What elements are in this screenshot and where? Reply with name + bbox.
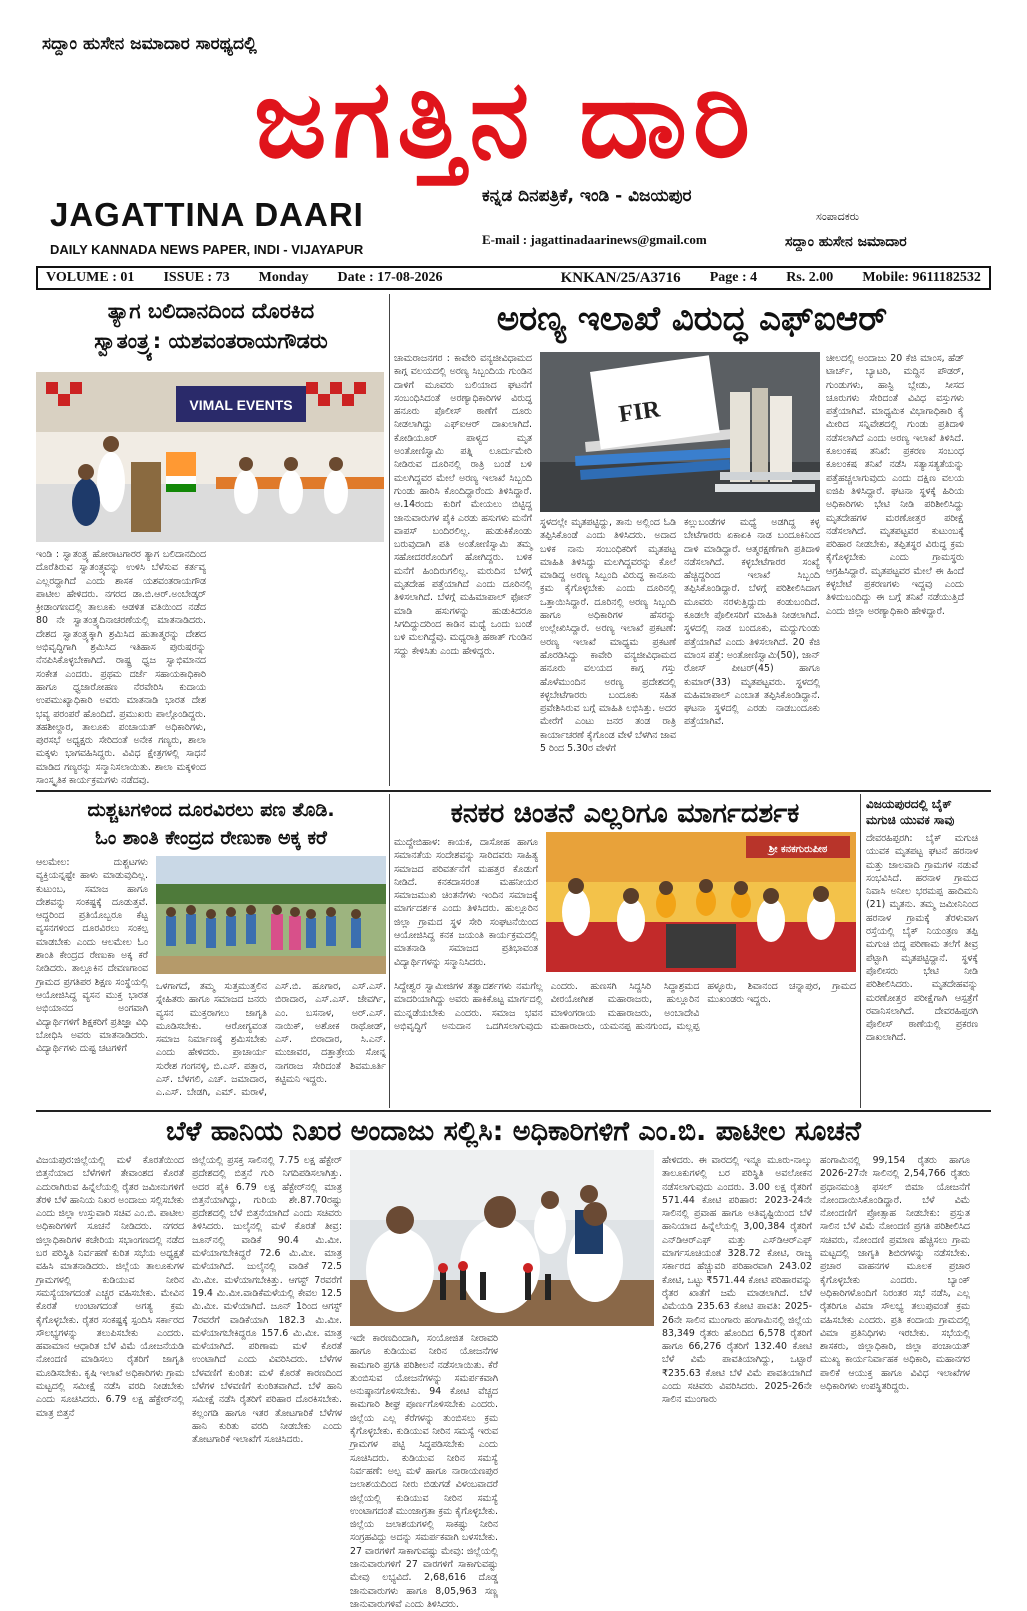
story2-headline: ಅರಣ್ಯ ಇಲಾಖೆ ವಿರುದ್ಧ ಎಫ್‌ಐಆರ್ xyxy=(496,299,888,339)
story6-body-col3a: ಇದೇ ಕಾರಣದಿಂದಾಗಿ, ಸಂಯೋಜಿತ ನೀರಾವರಿ ಹಾಗೂ ಕುಡಿಯುವ ನೀರಿನ ಯೋಜನೆಗಳ ಕಾಮಗಾರಿ ಪ್ರಗತಿ ಪರಿಶೀಲನೆ ನಡೆಸಲಾಯಿತು. ಕೆರೆ ತುಂಬಿಸುವ ಯೋಜನೆಗಳನ್ನು ಸಮರ್ಪಕವಾಗಿ ಅನುಷ್ಠಾನಗೊಳಿಸಬೇಕು. 94 ಕೋಟಿ ವೆಚ್ಚದ ಕಾಮಗಾರಿ ಶೀಘ್ರ ಪೂರ್ಣಗೊಳಿಸಬೇಕು ಎಂದರು. ಜಿಲ್ಲೆಯ ಎಲ್ಲ ಕೆರೆಗಳನ್ನು ತುಂಬಿಸಲು ಕ್ರಮ ಕೈಗೊಳ್ಳಬೇಕು. ಕುಡಿಯುವ ನೀರಿನ ಸಮಸ್ಯೆ ಇರುವ ಗ್ರಾಮಗಳ ಪಟ್ಟಿ ಸಿದ್ಧಪಡಿಸಬೇಕು ಎಂದು ಸೂಚಿಸಿದರು. ಕುಡಿಯುವ ನೀರಿನ ಸಮಸ್ಯೆ ನಿರ್ವಹಣೆ: ಅಲ್ಪ ಮಳೆ ಹಾಗೂ ನಾರಾಯಣಪುರ ಜಲಾಶಯದಿಂದ ನೀರು ಬಿಡುಗಡೆ ವಿಳಂಬವಾದರೆ ಜಿಲ್ಲೆಯಲ್ಲಿ ಕುಡಿಯುವ ನೀರಿನ ಸಮಸ್ಯೆ ಉಂಟಾಗದಂತೆ ಮುಂಜಾಗ್ರತಾ ಕ್ರಮ ಕೈಗೊಳ್ಳಬೇಕು. ಜಿಲ್ಲೆಯ ಜಲಾಶಯಗಳಲ್ಲಿ ಸಾಕಷ್ಟು ನೀರಿನ ಸಂಗ್ರಹವಿದ್ದು ಅದನ್ನು ಸಮರ್ಪಕವಾಗಿ ಬಳಸಬೇಕು. 27 ವಾರಗಳಿಗೆ ಸಾಕಾಗುವಷ್ಟು ಮೇವು: ಜಿಲ್ಲೆಯಲ್ಲಿ ಜಾನುವಾರುಗಳಿಗೆ 27 ವಾರಗಳಿಗೆ ಸಾಕಾಗುವಷ್ಟು ಮೇವು ಲಭ್ಯವಿದೆ. 2,68,616 ದೊಡ್ಡ ಜಾನುವಾರುಗಳು ಹಾಗೂ 8,05,963 ಸಣ್ಣ ಜಾನುವಾರುಗಳಿವೆ ಎಂದು ತಿಳಿಸಿದರು. xyxy=(350,1333,498,1610)
issue: ISSUE : 73 xyxy=(163,270,230,285)
students-assembly-illustration xyxy=(156,856,386,974)
page-number: Page : 4 xyxy=(709,270,758,285)
story4-body-col1: ಮುದ್ದೇಬಿಹಾಳ: ಕಾಯಕ, ದಾಸೋಹ ಹಾಗೂ ಸಮಾನತೆಯ ಸಂದೇಶವನ್ನು ಸಾರಿದವರು ಸಾಹಿತ್ಯ ಸಮಾಜದ ಪರಿವರ್ತನೆಗೆ ಮಹತ್ತರ ಕೊಡುಗೆ ನೀಡಿದೆ. ಕನಕದಾಸರಂತ ಮಹನೀಯರ ಸಮಾಜಮುಖಿ ಚಿಂತನೆಗಳು ಇಂದಿನ ಸಮಾಜಕ್ಕೆ ಮಾರ್ಗದರ್ಶಕ ಎಂದು ತಿಳಿಸಿದರು. ಹುಲ್ಲೂರಿನ ಜಿಲ್ಲಾ ಗ್ರಾಮದ ಸ್ಥಳ ಸೇರಿ ಸಂಘಟನೆಯಿಂದ ಆಯೋಜಿಸಿದ್ದ ಕನಕ ಜಯಂತಿ ಕಾರ್ಯಕ್ರಮದಲ್ಲಿ ಮಾತನಾಡಿ ಸಮಾಜದ ಪ್ರತಿಭಾವಂತ ವಿದ್ಯಾರ್ಥಿಗಳನ್ನು ಸನ್ಮಾನಿಸಿದರು. xyxy=(394,837,538,968)
story6-photo-meeting xyxy=(350,1150,654,1326)
story4-body-col2: ಸಿದ್ದೇಶ್ವರ ಸ್ವಾಮೀಜಿಗಳ ತತ್ವಾದರ್ಶಗಳು ನಮಗೆಲ್ಲ ಮಾದರಿಯಾಗಿದ್ದು ಅವರು ಹಾಕಿಕೊಟ್ಟ ಮಾರ್ಗದಲ್ಲಿ ಮುನ್ನಡೆಯಬೇಕು ಎಂದರು. ಸಮಾಜ ಭವನ ಅಭಿವೃದ್ಧಿಗೆ ಅನುದಾನ ಒದಗಿಸಲಾಗುವುದು ಎಂದರು. ಹುಣಸಗಿ ಸಿದ್ದಸಿರಿ ಸಿದ್ಧಾಶ್ರಮದ ವೀರಯೋಗೀಶ ಮಹಾರಾಜರು, ಹುಲ್ಲೂರಿನ ಮಾಳಿಂಗರಾಯ ಮಹಾರಾಜರು, ಅಂಬಾದೇವಿ ಮಹಾರಾಜರು, ಯಮನಪ್ಪ ಹುನಗುಂದ, ಮಲ್ಲಪ್ಪ ಹಳ್ಳೂರು, ಶಿವಾನಂದ ಚನ್ನಾಪುರ, ಗ್ರಾಮದ ಮುಖಂಡರು ಇದ್ದರು. xyxy=(394,981,856,1032)
story1-body-col1: ಇಂಡಿ : ಸ್ವಾತಂತ್ರ್ಯ ಹೋರಾಟಗಾರರ ತ್ಯಾಗ ಬಲಿದಾನದಿಂದ ದೊರೆತಿರುವ ಸ್ವಾತಂತ್ರ್ಯವನ್ನು ಉಳಿಸಿ ಬೆಳೆಸುವ ಕರ್ತವ್ಯ ಎಲ್ಲರದ್ದಾಗಿದೆ ಎಂದು ಶಾಸಕ ಯಶವಂತರಾಯಗೌಡ ಪಾಟೀಲ ಹೇಳಿದರು. ನಗರದ ಡಾ.ಬಿ.ಆರ್.ಅಂಬೇಡ್ಕರ್ ಕ್ರೀಡಾಂಗಣದಲ್ಲಿ ತಾಲೂಕು ಆಡಳಿತ ವತಿಯಿಂದ ನಡೆದ 80 ನೇ ಸ್ವಾತಂತ್ರ್ಯದಿನಾಚರಣೆಯಲ್ಲಿ ಮಾತನಾಡಿದರು. ದೇಶದ ಸ್ವಾತಂತ್ರ್ಯಕ್ಕಾಗಿ ಶ್ರಮಿಸಿದ ಹುತಾತ್ಮರನ್ನು ದೇಶದ ಅಭಿವೃದ್ಧಿಗಾಗಿ ಶ್ರಮಿಸಿದ ಇತಿಹಾಸ ಪುರುಷರನ್ನು ನೆನಪಿಸಿಕೊಳ್ಳಬೇಕಾಗಿದೆ. ರಾಷ್ಟ್ರ ಧ್ವಜ ಸ್ವಾಭಿಮಾನದ ಸಂಕೇತ ಎಂದರು. ಪ್ರಥಮ ದರ್ಜೆ ಸಹಾಯಕಾಧಿಕಾರಿ ಹಾಗೂ ಧ್ವಜಾರೋಹಣ ನೆರವೇರಿಸಿ ಕುದಾಯ ಉಪಮುಖ್ಯಾಧಿಕಾರಿ ಅವರು ಮಾತನಾಡಿ ಭಾರತ ದೇಶ ಭವ್ಯ ಪರಂಪರೆ ಹೊಂದಿದೆ. ಪ್ರಮುಖರು ಪಾಲ್ಗೊಂಡಿದ್ದರು. ತಹಶೀಲ್ದಾರ, ತಾಲೂಕು ಪಂಚಾಯತ್ ಅಧಿಕಾರಿಗಳು, ಪುರಸಭೆ ಅಧ್ಯಕ್ಷರು ಸೇರಿದಂತೆ ಅನೇಕ ಗಣ್ಯರು, ಶಾಲಾ ಮಕ್ಕಳು ಭಾಗವಹಿಸಿದ್ದರು. ವಿವಿಧ ಕ್ಷೇತ್ರಗಳಲ್ಲಿ ಸಾಧನೆ ಮಾಡಿದ ಗಣ್ಯರನ್ನು ಸನ್ಮಾನಿಸಲಾಯಿತು. ಶಾಲಾ ಮಕ್ಕಳಿಂದ ಸಾಂಸ್ಕೃತಿಕ ಕಾರ್ಯಕ್ರಮಗಳು ನಡೆದವು. xyxy=(36,549,206,787)
day: Monday xyxy=(258,270,309,285)
story6-body-col2: ಜಿಲ್ಲೆಯಲ್ಲಿ ಪ್ರಸಕ್ತ ಸಾಲಿನಲ್ಲಿ 7.75 ಲಕ್ಷ ಹೆಕ್ಟೇರ್ ಪ್ರದೇಶದಲ್ಲಿ ಬಿತ್ತನೆ ಗುರಿ ನಿಗದಿಪಡಿಸಲಾಗಿತ್ತು. ಅದರ ಪೈಕಿ 6.79 ಲಕ್ಷ ಹೆಕ್ಟೇರ್‌ನಲ್ಲಿ ಮಾತ್ರ ಬಿತ್ತನೆಯಾಗಿದ್ದು, ಗುರಿಯ ಶೇ.87.70ರಷ್ಟು ಪ್ರದೇಶದಲ್ಲಿ ಬೆಳೆ ಬಿತ್ತನೆಯಾಗಿದೆ ಎಂದು ಸಚಿವರು ತಿಳಿಸಿದರು. ಜುಲೈನಲ್ಲಿ ಮಳೆ ಕೊರತೆ ತೀವ್ರ: ಜೂನ್‌ನಲ್ಲಿ ವಾಡಿಕೆ 90.4 ಮಿ.ಮೀ. ಮಳೆಯಾಗಬೇಕಿದ್ದರೆ 72.6 ಮಿ.ಮೀ. ಮಾತ್ರ ಮಳೆಯಾಗಿದೆ. ಜುಲೈನಲ್ಲಿ ವಾಡಿಕೆ 72.5 ಮಿ.ಮೀ. ಮಳೆಯಾಗಬೇಕಿತ್ತು. ಆಗಸ್ಟ್ 7ರವರೆಗೆ 19.4 ಮಿ.ಮೀ.ವಾಡಿಕೆಮಳೆಯಲ್ಲಿ ಕೇವಲ 12.5 ಮಿ.ಮೀ. ಮಳೆಯಾಗಿದೆ. ಜೂನ್ 1ರಿಂದ ಆಗಸ್ಟ್ 7ರವರೆಗೆ ವಾಡಿಕೆಯಾಗಿ 182.3 ಮಿ.ಮೀ. ಮಳೆಯಾಗಬೇಕಿದ್ದರೂ 157.6 ಮಿ.ಮೀ. ಮಾತ್ರ ಮಳೆಯಾಗಿದೆ. ಪರಿಣಾಮ ಮಳೆ ಕೊರತೆ ಉಂಟಾಗಿದೆ ಎಂದು ವಿವರಿಸಿದರು. ಬೆಳೆಗಳ ಬೆಳವಣಿಗೆ ಕುಂಠಿತ: ಮಳೆ ಕೊರತೆ ಕಾರಣದಿಂದ ಬೆಳೆಗಳ ಬೆಳವಣಿಗೆ ಕುಂಠಿತವಾಗಿದೆ. ಬೆಳೆ ಹಾನಿ ಸಮೀಕ್ಷೆ ನಡೆಸಿ ರೈತರಿಗೆ ಪರಿಹಾರ ದೊರಕಿಸಬೇಕು. ಕಲ್ಲಂಗಡಿ ಹಾಗೂ ಇತರ ತೋಟಗಾರಿಕೆ ಬೆಳೆಗಳ ಹಾನಿ ಕುರಿತು ವರದಿ ನೀಡಬೇಕು ಎಂದು ತೋಟಗಾರಿಕೆ ಇಲಾಖೆಗೆ ಸೂಚಿಸಿದರು. xyxy=(192,1155,342,1446)
masthead-subtitle-english: DAILY KANNADA NEWS PAPER, INDI - VIJAYAPUR xyxy=(50,242,364,257)
story4-photo-banner: ಶ್ರೀ ಕನಕಗುರುಪೀಠ xyxy=(768,844,828,855)
story3-body-col2: ಒಳಗಾಗದೆ, ತಮ್ಮ ಸುತ್ತಮುತ್ತಲಿನ ಸ್ನೇಹಿತರು ಹಾಗೂ ಸಮಾಜದ ಜನರು ವ್ಯಸನ ಮುಕ್ತರಾಗಲು ಜಾಗೃತಿ ಮೂಡಿಸಬೇಕು. ಆರೋಗ್ಯವಂತ ಸಮಾಜ ನಿರ್ಮಾಣಕ್ಕೆ ಶ್ರಮಿಸಬೇಕು ಎಂದು ಹೇಳಿದರು. ಪ್ರಾಚಾರ್ಯ ಸುರೇಶ ಗಂಗನಳ್ಳಿ, ಬಿ.ಎಸ್. ಪತ್ತಾರ, ಎಸ್. ಬೆಳಗಲಿ, ಎಚ್. ಜಮಾದಾರ, ಎ.ಎಸ್. ಬೇಡಗಿ, ಎಮ್. ಮರಾಳೆ, ಎಸ್.ಬಿ. ಹೂಗಾರ, ಎಸ್.ಎಸ್. ಬಿರಾದಾರ, ಎಸ್.ಎಸ್. ಜೇವರ್ಗಿ, ಎಂ. ಬಸನಾಳ, ಅರ್.ಎಸ್. ನಾಯಿಕ್, ಅಶೋಕ ರಾಥೋಡ್, ಎಸ್. ಬಿರಾದಾರ, ಸಿ.ಎನ್. ಮುಜಾವರ, ದತ್ತಾತ್ರೇಯ ಸೋನ್ನ ನಾಗರಾಜ ಸೇರಿದಂತೆ ಶಿವಮೂರ್ತಿ ಕಟ್ಟಿಮನಿ ಇದ್ದರು. xyxy=(156,981,386,1099)
column-rule xyxy=(389,794,390,1108)
story3-photo-students xyxy=(156,856,386,974)
masthead-tagline: ಸದ್ದಾಂ ಹುಸೇನ ಜಮಾದಾರ ಸಾರಥ್ಯದಲ್ಲಿ xyxy=(42,34,257,54)
story2-body-col4: ಚೀಲದಲ್ಲಿ ಅಂದಾಜು 20 ಕೆಜಿ ಮಾಂಸ, ಹೆಡ್ ಟಾರ್ಚ್, ಬ್ಯಾಟರಿ, ಮದ್ದಿನ ಪೌಡರ್, ಗುಂಡುಗಳು, ಹಾಸ್ಟಿ ಬ್ಲೇಡು, ಸೀಸದ ಚೂರುಗಳು ಸೇರಿದಂತೆ ವಿವಿಧ ವಸ್ತುಗಳು ಪತ್ತೆಯಾಗಿವೆ. ಮಾಧ್ಯಮಿಕ ವಿಭಾಗಾಧಿಕಾರಿ ಕೈ ಮೀರಿದ ಸನ್ನಿವೇಶದಲ್ಲಿ ಗುಂಡು ಪ್ರತಿದಾಳಿ ನಡೆಸಲಾಗಿದೆ ಎಂದು ಅರಣ್ಯ ಇಲಾಖೆ ತಿಳಿಸಿದೆ. ಕೂಲಂಕಷ ತನಿಖೆ: ಪ್ರಕರಣ ಸಂಬಂಧ ಕೂಲಂಕಷ ತನಿಖೆ ನಡೆಸಿ ಸತ್ಯಾಸತ್ಯತೆಯನ್ನು ಪತ್ತೆಹಚ್ಚಲಾಗುವುದು ಎಂದು ದಕ್ಷಿಣ ವಲಯ ಐಜಿಪಿ ತಿಳಿಸಿದ್ದಾರೆ. ಘಟನಾ ಸ್ಥಳಕ್ಕೆ ಹಿರಿಯ ಅಧಿಕಾರಿಗಳು ಭೇಟಿ ನೀಡಿ ಪರಿಶೀಲಿಸಿದ್ದು ಮೃತದೇಹಗಳ ಮರಣೋತ್ತರ ಪರೀಕ್ಷೆ ನಡೆಸಲಾಗಿದೆ. ಮೃತಪಟ್ಟವರ ಕುಟುಂಬಕ್ಕೆ ಪರಿಹಾರ ನೀಡಬೇಕು, ತಪ್ಪಿತಸ್ಥರ ವಿರುದ್ಧ ಕ್ರಮ ಕೈಗೊಳ್ಳಬೇಕು ಎಂದು ಗ್ರಾಮಸ್ಥರು ಆಗ್ರಹಿಸಿದ್ದಾರೆ. ಮೃತಪಟ್ಟವರ ಮೇಲೆ ಈ ಹಿಂದೆ ಕಳ್ಳಬೇಟೆ ಪ್ರಕರಣಗಳು ಇದ್ದವು ಎಂದು ತಿಳಿದುಬಂದಿದ್ದು ಈ ಬಗ್ಗೆ ತನಿಖೆ ನಡೆಯುತ್ತಿದೆ ಎಂದು ಜಿಲ್ಲಾ ಅರಣ್ಯಾಧಿಕಾರಿ ಹೇಳಿದ್ದಾರೆ. xyxy=(826,353,964,617)
stage-event-illustration xyxy=(36,372,384,542)
story5-headline: ವಿಜಯಪುರದಲ್ಲಿ ಬೈಕ್ ಮಗುಚಿ ಯುವಕ ಸಾವು xyxy=(866,797,955,827)
minister-meeting-illustration xyxy=(350,1150,654,1326)
story6-body-col1: ವಿಜಯಪುರ:ಜಿಲ್ಲೆಯಲ್ಲಿ ಮಳೆ ಕೊರತೆಯಿಂದ ಬಿತ್ತನೆಯಾದ ಬೆಳೆಗಳಿಗೆ ತೇವಾಂಶದ ಕೊರತೆ ಎದುರಾಗಿರುವ ಹಿನ್ನೆಲೆಯಲ್ಲಿ ರೈತರ ಜಮೀನುಗಳಿಗೆ ತೆರಳಿ ಬೆಳೆ ಹಾನಿಯ ನಿಖರ ಅಂದಾಜು ಸಲ್ಲಿಸಬೇಕು ಎಂದು ಜಿಲ್ಲಾ ಉಸ್ತುವಾರಿ ಸಚಿವ ಎಂ.ಬಿ. ಪಾಟೀಲ ಅಧಿಕಾರಿಗಳಿಗೆ ಸೂಚನೆ ನೀಡಿದರು. ನಗರದ ಜಿಲ್ಲಾಧಿಕಾರಿಗಳ ಕಚೇರಿಯ ಸಭಾಂಗಣದಲ್ಲಿ ನಡೆದ ಬರ ಪರಿಸ್ಥಿತಿ ನಿರ್ವಹಣೆ ಕುರಿತ ಸಭೆಯ ಅಧ್ಯಕ್ಷತೆ ವಹಿಸಿ ಮಾತನಾಡಿದರು. ಜಿಲ್ಲೆಯ ತಾಲೂಕುಗಳ ಗ್ರಾಮಗಳಲ್ಲಿ ಕುಡಿಯುವ ನೀರಿನ ಸಮಸ್ಯೆಯಾಗದಂತೆ ಎಚ್ಚರ ವಹಿಸಬೇಕು. ಮೇವಿನ ಕೊರತೆ ಉಂಟಾಗದಂತೆ ಅಗತ್ಯ ಕ್ರಮ ಕೈಗೊಳ್ಳಬೇಕು. ರೈತರ ಸಂಕಷ್ಟಕ್ಕೆ ಸ್ಪಂದಿಸಿ ಸರ್ಕಾರದ ಸೌಲಭ್ಯಗಳನ್ನು ತಲುಪಿಸಬೇಕು ಎಂದರು. ಹವಾಮಾನ ಆಧಾರಿತ ಬೆಳೆ ವಿಮೆ ಯೋಜನೆಯಡಿ ನೋಂದಣಿ ಮಾಡಿಸಲು ರೈತರಿಗೆ ಜಾಗೃತಿ ಮೂಡಿಸಬೇಕು. ಕೃಷಿ ಇಲಾಖೆ ಅಧಿಕಾರಿಗಳು ಗ್ರಾಮ ಮಟ್ಟದಲ್ಲಿ ಸಮೀಕ್ಷೆ ನಡೆಸಿ ವರದಿ ನೀಡಬೇಕು ಎಂದು ಸೂಚಿಸಿದರು. 6.79 ಲಕ್ಷ ಹೆಕ್ಟೇರ್‌ನಲ್ಲಿ ಮಾತ್ರ ಬಿತ್ತನೆ xyxy=(36,1155,184,1419)
story4-photo-event xyxy=(546,832,856,972)
fir-files-illustration xyxy=(540,352,820,512)
story3-body-col1: ಆಲಮೇಲ: ದುಶ್ಚಟಗಳು ವ್ಯಕ್ತಿಯನ್ನಷ್ಟೇ ಹಾಳು ಮಾಡುವುದಿಲ್ಲ. ಕುಟುಂಬ, ಸಮಾಜ ಹಾಗೂ ದೇಶವನ್ನು ಸಂಕಷ್ಟಕ್ಕೆ ದೂಡುತ್ತವೆ. ಆದ್ದರಿಂದ ಪ್ರತಿಯೊಬ್ಬರೂ ಕೆಟ್ಟ ವ್ಯಸನಗಳಿಂದ ದೂರವಿರಲು ಸಂಕಲ್ಪ ಮಾಡಬೇಕು ಎಂದು ಆಲಮೇಲ ಓಂ ಶಾಂತಿ ಕೇಂದ್ರದ ರೇಣುಕಾ ಅಕ್ಕ ಕರೆ ನೀಡಿದರು. ತಾಲ್ಲೂಕಿನ ದೇವಣಗಾಂವ ಗ್ರಾಮದ ಪ್ರಗತಿಪರ ಶಿಕ್ಷಣ ಸಂಸ್ಥೆಯಲ್ಲಿ ಆಯೋಜಿಸಿದ್ದ ವ್ಯಸನ ಮುಕ್ತ ಭಾರತ ಅಭಿಯಾನದ ಅಂಗವಾಗಿ ವಿದ್ಯಾರ್ಥಿಗಳಿಗೆ ಶಿಕ್ಷಕರಿಗೆ ಪ್ರತಿಜ್ಞಾ ವಿಧಿ ಬೋಧಿಸಿ ಅವರು ಮಾತನಾಡಿದರು. ವಿದ್ಯಾರ್ಥಿಗಳು ದುಷ್ಟ ಚಟಗಳಿಗೆ xyxy=(36,857,148,1055)
date: Date : 17-08-2026 xyxy=(337,270,443,285)
registration-number: KNKAN/25/A3716 xyxy=(560,269,681,286)
story6-body-col4: ಹೇಳಿದರು. ಈ ವಾರದಲ್ಲಿ ಇನ್ನೂ ಮೂರು-ನಾಲ್ಕು ತಾಲೂಕುಗಳಲ್ಲಿ ಬರ ಪರಿಸ್ಥಿತಿ ಅವಲೋಕನ ನಡೆಸಲಾಗುವುದು ಎಂದರು. 3.00 ಲಕ್ಷ ರೈತರಿಗೆ 571.44 ಕೋಟಿ ಪರಿಹಾರ: 2023-24ನೇ ಸಾಲಿನಲ್ಲಿ ಪ್ರವಾಹ ಹಾಗೂ ಅತಿವೃಷ್ಟಿಯಿಂದ ಬೆಳೆ ಹಾನಿಯಾದ ಹಿನ್ನೆಲೆಯಲ್ಲಿ 3,00,384 ರೈತರಿಗೆ ಎನ್‌ಡಿಆರ್‌ಎಫ್ ಮತ್ತು ಎಸ್‌ಡಿಆರ್‌ಎಫ್ ಮಾರ್ಗಸೂಚಿಯಂತೆ 328.72 ಕೋಟಿ, ರಾಜ್ಯ ಸರ್ಕಾರದ ಹೆಚ್ಚುವರಿ ಪರಿಹಾರವಾಗಿ 243.02 ಕೋಟಿ, ಒಟ್ಟು ₹571.44 ಕೋಟಿ ಪರಿಹಾರವನ್ನು ರೈತರ ಖಾತೆಗೆ ಜಮೆ ಮಾಡಲಾಗಿದೆ. ಬೆಳೆ ವಿಮೆಯಡಿ 235.63 ಕೋಟಿ ಪಾವತಿ: 2025-26ನೇ ಸಾಲಿನ ಮುಂಗಾರು ಹಂಗಾಮಿನಲ್ಲಿ ಜಿಲ್ಲೆಯ 83,349 ರೈತರು ಹೊಂದಿದ 6,578 ರೈತರಿಗೆ ಹಾಗೂ 66,276 ರೈತರಿಗೆ 132.40 ಕೋಟಿ ಬೆಳೆ ವಿಮೆ ಪಾವತಿಯಾಗಿದ್ದು, ಒಟ್ಟಾರೆ ₹235.63 ಕೋಟಿ ಬೆಳೆ ವಿಮೆ ಪಾವತಿಯಾಗಿದೆ ಎಂದು ಸಚಿವರು ವಿವರಿಸಿದರು. 2025-26ನೇ ಸಾಲಿನ ಮುಂಗಾರು xyxy=(662,1155,812,1406)
story6-headline: ಬೆಳೆ ಹಾನಿಯ ನಿಖರ ಅಂದಾಜು ಸಲ್ಲಿಸಿ: ಅಧಿಕಾರಿಗಳಿಗೆ ಎಂ.ಬಿ. ಪಾಟೀಲ ಸೂಚನೆ xyxy=(166,1116,861,1147)
price: Rs. 2.00 xyxy=(786,270,834,285)
masthead-title-kannada: ಜಗತ್ತಿನ ದಾರಿ xyxy=(254,57,756,182)
story3-headline-line2: ಓಂ ಶಾಂತಿ ಕೇಂದ್ರದ ರೇಣುಕಾ ಅಕ್ಕ ಕರೆ xyxy=(95,827,327,849)
volume: VOLUME : 01 xyxy=(46,270,135,285)
column-rule xyxy=(389,294,390,786)
section-rule xyxy=(36,1110,991,1112)
masthead-email: E-mail : jagattinadaarinews@gmail.com xyxy=(482,232,707,247)
story5-body: ದೇವರಹಿಪ್ಪರಗಿ: ಬೈಕ್ ಮಗುಚಿ ಯುವಕ ಮೃತಪಟ್ಟ ಘಟನೆ ಹರನಾಳ ಮತ್ತು ಜಾಲವಾದಿ ಗ್ರಾಮಗಳ ನಡುವೆ ಸಂಭವಿಸಿದೆ. ಹರನಾಳ ಗ್ರಾಮದ ನಿವಾಸಿ ಅನೀಲ ಭರಮಪ್ಪ ಹಾದಿಮನಿ (21) ಮೃತನು. ತಮ್ಮ ಜಮೀನಿನಿಂದ ಹರನಾಳ ಗ್ರಾಮಕ್ಕೆ ತೆರಳುವಾಗ ರಸ್ತೆಯಲ್ಲಿ ಬೈಕ್ ನಿಯಂತ್ರಣ ತಪ್ಪಿ ಮಗುಚಿ ಬಿದ್ದ ಪರಿಣಾಮ ತಲೆಗೆ ತೀವ್ರ ಪೆಟ್ಟಾಗಿ ಮೃತಪಟ್ಟಿದ್ದಾನೆ. ಸ್ಥಳಕ್ಕೆ ಪೊಲೀಸರು ಭೇಟಿ ನೀಡಿ ಪರಿಶೀಲಿಸಿದರು. ಮೃತದೇಹವನ್ನು ಮರಣೋತ್ತರ ಪರೀಕ್ಷೆಗಾಗಿ ಆಸ್ಪತ್ರೆಗೆ ರವಾನಿಸಲಾಗಿದೆ. ದೇವರಹಿಪ್ಪರಗಿ ಪೊಲೀಸ್ ಠಾಣೆಯಲ್ಲಿ ಪ್ರಕರಣ ದಾಖಲಾಗಿದೆ. xyxy=(866,833,978,1044)
column-rule xyxy=(860,794,861,1108)
story1-body-col2 xyxy=(214,548,384,784)
story6-body-col5: ಹಂಗಾಮಿನಲ್ಲಿ 99,154 ರೈತರು ಹಾಗೂ 2026-27ನೇ ಸಾಲಿನಲ್ಲಿ 2,54,766 ರೈತರು ಪ್ರಧಾನಮಂತ್ರಿ ಫಸಲ್ ಬಿಮಾ ಯೋಜನೆಗೆ ನೋಂದಾಯಿಸಿಕೊಂಡಿದ್ದಾರೆ. ಬೆಳೆ ವಿಮೆ ನೋಂದಣಿಗೆ ಪ್ರೋತ್ಸಾಹ ನೀಡಬೇಕು: ಪ್ರಸ್ತುತ ಸಾಲಿನ ಬೆಳೆ ವಿಮೆ ನೋಂದಣಿ ಪ್ರಗತಿ ಪರಿಶೀಲಿಸಿದ ಸಚಿವರು, ನೋಂದಣಿ ಪ್ರಮಾಣ ಹೆಚ್ಚಿಸಲು ಗ್ರಾಮ ಮಟ್ಟದಲ್ಲಿ ಜಾಗೃತಿ ಶಿಬಿರಗಳನ್ನು ನಡೆಸಬೇಕು. ಪ್ರಚಾರ ವಾಹನಗಳ ಮೂಲಕ ಪ್ರಚಾರ ಕೈಗೊಳ್ಳಬೇಕು ಎಂದರು. ಬ್ಯಾಂಕ್ ಅಧಿಕಾರಿಗಳೊಂದಿಗೆ ನಿರಂತರ ಸಭೆ ನಡೆಸಿ, ಎಲ್ಲ ರೈತರಿಗೂ ವಿಮಾ ಸೌಲಭ್ಯ ತಲುಪುವಂತೆ ಕ್ರಮ ವಹಿಸಬೇಕು ಎಂದರು. ಪ್ರತಿ ಕಂದಾಯ ಗ್ರಾಮದಲ್ಲಿ ವಿಮಾ ಪ್ರತಿನಿಧಿಗಳು ಇರಬೇಕು. ಸಭೆಯಲ್ಲಿ ಶಾಸಕರು, ಜಿಲ್ಲಾಧಿಕಾರಿ, ಜಿಲ್ಲಾ ಪಂಚಾಯತ್ ಮುಖ್ಯ ಕಾರ್ಯನಿರ್ವಾಹಕ ಅಧಿಕಾರಿ, ಮಹಾನಗರ ಪಾಲಿಕೆ ಆಯುಕ್ತ ಹಾಗೂ ವಿವಿಧ ಇಲಾಖೆಗಳ ಅಧಿಕಾರಿಗಳು ಉಪಸ್ಥಿತರಿದ್ದರು. xyxy=(820,1155,970,1393)
story2-photo-fir-files xyxy=(540,352,820,512)
story1-photo-banner: VIMAL EVENTS xyxy=(189,397,293,413)
mobile: Mobile: 9611182532 xyxy=(862,270,981,285)
story1-headline-line1: ತ್ಯಾಗ ಬಲಿದಾನದಿಂದ ದೊರಕಿದ xyxy=(107,299,315,323)
masthead-subtitle-kannada: ಕನ್ನಡ ದಿನಪತ್ರಿಕೆ, ಇಂಡಿ - ವಿಜಯಪುರ xyxy=(482,186,692,206)
story1-headline xyxy=(36,296,386,356)
issue-info-bar xyxy=(36,266,991,290)
fir-label: FIR xyxy=(617,396,662,428)
story2-body-col1: ಚಾಮರಾಜನಗರ : ಕಾವೇರಿ ವನ್ಯಜೀವಿಧಾಮದ ಕಾಗ್ಗ ವಲಯದಲ್ಲಿ ಅರಣ್ಯ ಸಿಬ್ಬಂದಿಯ ಗುಂಡಿನ ದಾಳಿಗೆ ಮೂವರು ಬಲಿಯಾದ ಘಟನೆಗೆ ಸಂಬಂಧಿಸಿದಂತೆ ಅರಣ್ಯಾಧಿಕಾರಿಗಳ ವಿರುದ್ಧ ಹನೂರು ಪೊಲೀಸ್ ಠಾಣೆಗೆ ದೂರು ನೀಡಲಾಗಿದ್ದು ಎಫ್‌ಐಆರ್ ದಾಖಲಾಗಿದೆ. ಕೋಡಿಯೂರ್ ಪಾಳ್ಯದ ಮೃತ ಅಂತೋಣಿಸ್ವಾಮಿ ಪತ್ನಿ ಲೂರ್ದುಮೇರಿ ನೀಡಿರುವ ದೂರಿನಲ್ಲಿ ರಾತ್ರಿ ಬಂಡೆ ಬಳಿ ಮಲಗಿದ್ದವರ ಮೇಲೆ ಅರಣ್ಯ ಇಲಾಖೆ ಸಿಬ್ಬಂದಿ ಗುಂಡು ಹಾರಿಸಿ ಕೊಂದಿದ್ದಾರೆಂದು ತಿಳಿಸಿದ್ದಾರೆ. ಆ.14ರಂದು ಕುರಿಗೆ ಮೇಯಲು ಬಿಟ್ಟಿದ್ದ ಜಾನುವಾರುಗಳ ಪೈಕಿ ಎರಡು ಹಸುಗಳು ಮನೆಗೆ ವಾಪಸ್ ಬಂದಿರಲಿಲ್ಲ. ಹುಡುಕಿಕೊಂಡು ಬರುವುದಾಗಿ ಪತಿ ಅಂತೋಣಿಸ್ವಾಮಿ ತಮ್ಮ ಸಹೋದರರೊಂದಿಗೆ ಹೋಗಿದ್ದರು. ಬಳಿಕ ಮನೆಗೆ ಹಿಂದಿರುಗಲಿಲ್ಲ. ಮರುದಿನ ಬೆಳಗ್ಗೆ ಮೃತದೇಹ ಪತ್ತೆಯಾಗಿದೆ ಎಂದು ದೂರಿನಲ್ಲಿ ತಿಳಿಸಲಾಗಿದೆ. ಬೆಳಗ್ಗೆ ಮಹಿಮಾಪಾಲ್ ಫೋನ್ ಮಾಡಿ ಹಸುಗಳನ್ನು ಹುಡುಕಿದರೂ ಸಿಗದಿದ್ದುದರಿಂದ ಕಾಡಿನ ಮಧ್ಯೆ ಒಂದು ಬಂಡೆ ಬಳಿ ಮಲಗಿದ್ದೆವು. ಮಧ್ಯರಾತ್ರಿ ಹಠಾತ್ ಗುಂಡಿನ ಸದ್ದು ಕೇಳಿಸಿತು ಎಂದು ಹೇಳಿದ್ದರು. xyxy=(394,353,532,657)
story1-photo xyxy=(36,372,384,542)
story2-body-col3: ಕಲ್ಲುಬಂಡೆಗಳ ಮಧ್ಯೆ ಅಡಗಿದ್ದ ಕಳ್ಳ ಬೇಟೆಗಾರರು ಏಕಾಏಕಿ ನಾಡ ಬಂದೂಕಿನಿಂದ ದಾಳಿ ಮಾಡಿದ್ದಾರೆ. ಆತ್ಮರಕ್ಷಣೆಗಾಗಿ ಪ್ರತಿದಾಳಿ ನಡೆಸಲಾಗಿದೆ. ಕಳ್ಳಬೇಟೆಗಾರರ ಸಂಖ್ಯೆ ಹೆಚ್ಚಿದ್ದರಿಂದ ಇಲಾಖೆ ಸಿಬ್ಬಂದಿ ತಪ್ಪಿಸಿಕೊಂಡಿದ್ದಾರೆ. ಬೆಳಗ್ಗೆ ಪರಿಶೀಲಿಸಿದಾಗ ಮೂವರು ನರಳುತ್ತಿದ್ದುದು ಕಂಡುಬಂದಿದೆ. ಕೂಡಲೇ ಪೊಲೀಸರಿಗೆ ಮಾಹಿತಿ ನೀಡಲಾಗಿದೆ. ಸ್ಥಳದಲ್ಲಿ ನಾಡ ಬಂದೂಕು, ಮದ್ದುಗುಂಡು ಪತ್ತೆಯಾಗಿವೆ ಎಂದು ತಿಳಿಸಲಾಗಿದೆ. 20 ಕೆಜಿ ಮಾಂಸ ಪತ್ತೆ: ಅಂತೋಣಿಸ್ವಾಮಿ(50), ಜಾನ್ ರೋಸ್ ಪೀಟರ್(45) ಹಾಗೂ ಕುಮಾರ್(33) ಮೃತಪಟ್ಟವರು. ಸ್ಥಳದಲ್ಲಿ ಮಹಿಮಾಪಾಲ್ ಎಂಬಾತ ತಪ್ಪಿಸಿಕೊಂಡಿದ್ದಾನೆ. ಘಟನಾ ಸ್ಥಳದಲ್ಲಿ ಎರಡು ನಾಡಬಂದೂಕು ಪತ್ತೆಯಾಗಿವೆ. xyxy=(684,517,820,728)
kanaka-event-illustration xyxy=(546,832,856,972)
story6-body-col3b xyxy=(506,1332,654,1590)
editor-label: ಸಂಪಾದಕರು xyxy=(816,210,860,223)
story4-headline: ಕನಕರ ಚಿಂತನೆ ಎಲ್ಲರಿಗೂ ಮಾರ್ಗದರ್ಶಕ xyxy=(450,798,800,829)
story1-headline-line2: ಸ್ವಾತಂತ್ರ್ಯ: ಯಶವಂತರಾಯಗೌಡರು xyxy=(94,329,328,353)
story2-body-col2: ಸ್ಥಳದಲ್ಲೇ ಮೃತಪಟ್ಟಿದ್ದು, ತಾನು ಅಲ್ಲಿಂದ ಓಡಿ ತಪ್ಪಿಸಿಕೊಂಡೆ ಎಂದು ತಿಳಿಸಿದರು. ಅದಾದ ಬಳಿಕ ನಾನು ಸಂಬಂಧಿಕರಿಗೆ ಮೃತಪಟ್ಟ ಮಾಹಿತಿ ತಿಳಿಸಿದ್ದು ಮಲಗಿದ್ದವರನ್ನು ಕೊಲೆ ಮಾಡಿದ್ದ ಅರಣ್ಯ ಸಿಬ್ಬಂದಿ ವಿರುದ್ಧ ಕಾನೂನು ಕ್ರಮ ಕೈಗೊಳ್ಳಬೇಕು ಎಂದು ದೂರಿನಲ್ಲಿ ಒತ್ತಾಯಿಸಿದ್ದಾರೆ. ದೂರಿನಲ್ಲಿ ಅರಣ್ಯ ಸಿಬ್ಬಂದಿ ಹಾಗೂ ಅಧಿಕಾರಿಗಳ ಹೆಸರನ್ನು ಉಲ್ಲೇಖಿಸಿದ್ದಾರೆ. ಅರಣ್ಯ ಇಲಾಖೆ ಪ್ರಕಟಣೆ: ಅರಣ್ಯ ಇಲಾಖೆ ಮಾಧ್ಯಮ ಪ್ರಕಟಣೆ ಹೊರಡಿಸಿದ್ದು ಕಾವೇರಿ ವನ್ಯಜೀವಿಧಾಮದ ಹನೂರು ವಲಯದ ಕಾಗ್ಗ ಗಸ್ತು ಹೊಳೆಮುಂದಿನ ಅರಣ್ಯ ಪ್ರದೇಶದಲ್ಲಿ ಕಳ್ಳಬೇಟೆಗಾರರು ಬಂದೂಕು ಸಹಿತ ಪ್ರವೇಶಿಸಿರುವ ಬಗ್ಗೆ ಮಾಹಿತಿ ಲಭಿಸಿತ್ತು. ಅದರ ಮೇರೆಗೆ ಎಂಟು ಜನರ ತಂಡ ರಾತ್ರಿ ಕಾರ್ಯಾಚರಣೆ ಕೈಗೊಂಡ ವೇಳೆ ಬೆಳಗಿನ ಜಾವ 5 ರಿಂದ 5.30ರ ವೇಳೆಗೆ xyxy=(540,517,676,755)
story3-headline-line1: ದುಶ್ಚಟಗಳಿಂದ ದೂರವಿರಲು ಪಣ ತೊಡಿ. xyxy=(87,799,335,821)
story3-headline xyxy=(36,796,386,852)
editor-name: ಸದ್ದಾಂ ಹುಸೇನ ಜಮಾದಾರ xyxy=(785,234,907,250)
masthead-title-english: JAGATTINA DAARI xyxy=(50,196,364,233)
section-rule xyxy=(36,790,991,792)
